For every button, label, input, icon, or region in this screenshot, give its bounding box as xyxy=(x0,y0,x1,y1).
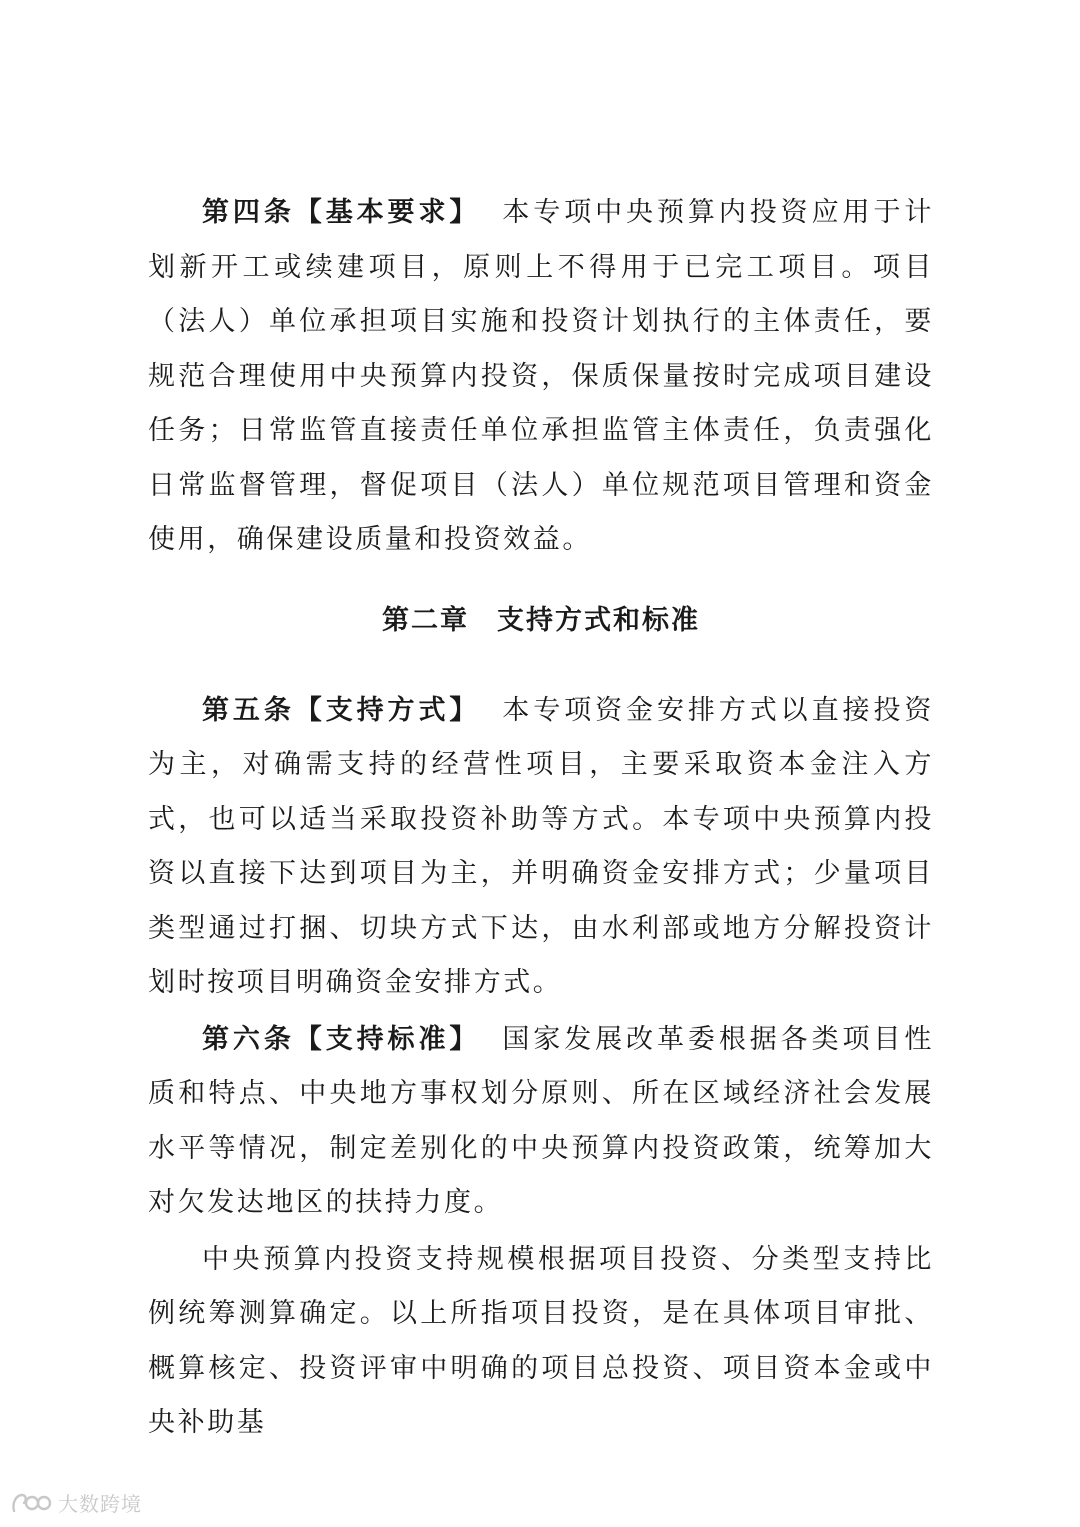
article-6-paragraph-2 xyxy=(148,1233,934,1451)
watermark-logo-icon xyxy=(10,1491,54,1515)
article-6-paragraph-2-body: 中央预算内投资支持规模根据项目投资、分类型支持比例统筹测算确定。以上所指项目投资，是在具体项目审批、概算核定、投资评审中明确的项目总投资、项目资本金或中央补助基 xyxy=(148,1243,934,1438)
chapter-2-title: 支持方式和标准 xyxy=(497,604,700,636)
article-5-heading: 第五条【支持方式】 xyxy=(202,694,481,726)
chapter-2-heading xyxy=(148,594,934,648)
chapter-2-number: 第二章 xyxy=(382,604,469,636)
watermark-text: 大数跨境 xyxy=(58,1492,142,1516)
article-6-paragraph xyxy=(148,1013,934,1231)
article-6-heading: 第六条【支持标准】 xyxy=(202,1023,481,1055)
document-page xyxy=(148,186,934,1451)
article-5-paragraph xyxy=(148,684,934,1011)
article-4-heading: 第四条【基本要求】 xyxy=(202,197,481,228)
article-5-body: 本专项资金安排方式以直接投资为主，对确需支持的经营性项目，主要采取资本金注入方式，也可以适当采取投资补助等方式。本专项中央预算内投资以直接下达到项目为主，并明确资金安排方式；少量项目类型通过打捆、切块方式下达，由水利部或地方分解投资计划时按项目明确资金安排方式。 xyxy=(148,694,934,998)
article-4-paragraph xyxy=(148,186,934,568)
watermark xyxy=(10,1488,142,1517)
article-4-body: 本专项中央预算内投资应用于计划新开工或续建项目，原则上不得用于已完工项目。项目（法人）单位承担项目实施和投资计划执行的主体责任，要规范合理使用中央预算内投资，保质保量按时完成项目建设任务；日常监管直接责任单位承担监管主体责任，负责强化日常监督管理，督促项目（法人）单位规范项目管理和资金使用，确保建设质量和投资效益。 xyxy=(148,197,934,555)
article-6-body: 国家发展改革委根据各类项目性质和特点、中央地方事权划分原则、所在区域经济社会发展水平等情况，制定差别化的中央预算内投资政策，统筹加大对欠发达地区的扶持力度。 xyxy=(148,1023,934,1218)
